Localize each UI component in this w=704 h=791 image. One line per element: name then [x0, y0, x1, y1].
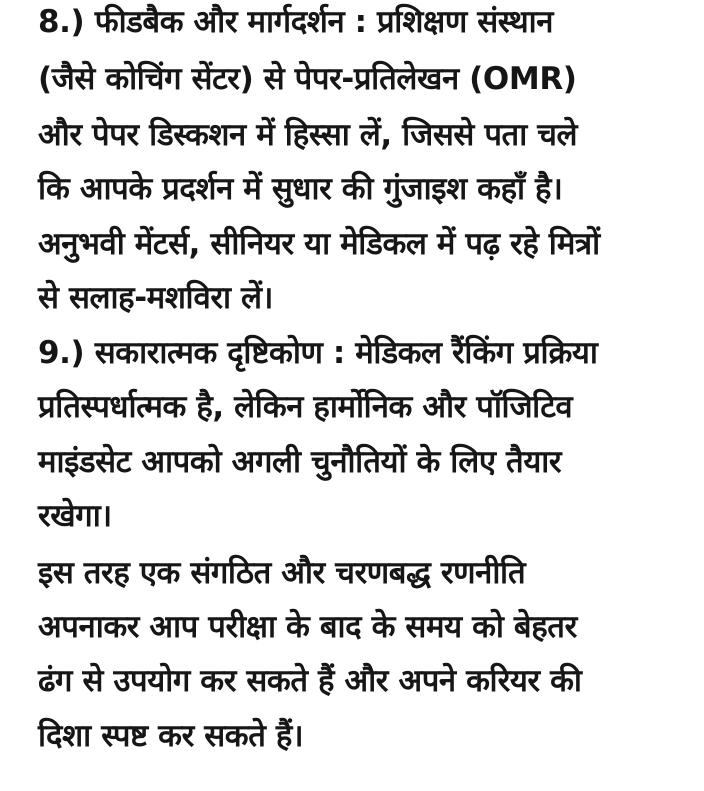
text-line-7: 9.) सकारात्मक दृष्टिकोण : मेडिकल रैंकिंग प्रक्रिया	[38, 335, 598, 371]
text-line-11: इस तरह एक संगठित और चरणबद्ध रणनीति	[38, 555, 526, 591]
text-line-4: कि आपके प्रदर्शन में सुधार की गुंजाइश कहाँ है।	[38, 171, 563, 207]
text-line-6: से सलाह-मशविरा लें।	[38, 280, 274, 316]
text-line-2: (जैसे कोचिंग सेंटर) से पेपर-प्रतिलेखन (OMR)	[38, 61, 577, 97]
text-line-1: 8.) फीडबैक और मार्गदर्शन : प्रशिक्षण संस्थान	[38, 4, 554, 40]
text-line-5: अनुभवी मेंटर्स, सीनियर या मेडिकल में पढ़ रहे मित्रों	[38, 226, 600, 262]
text-line-10: रखेगा।	[38, 498, 112, 534]
text-line-9: माइंडसेट आपको अगली चुनौतियों के लिए तैयार	[38, 444, 562, 480]
text-line-13: ढंग से उपयोग कर सकते हैं और अपने करियर की	[38, 663, 582, 699]
text-line-8: प्रतिस्पर्धात्मक है, लेकिन हार्मोनिक और पॉजिटिव	[38, 389, 573, 425]
text-line-14: दिशा स्पष्ट कर सकते हैं।	[38, 718, 304, 754]
text-line-3: और पेपर डिस्कशन में हिस्सा लें, जिससे पता चले	[38, 117, 578, 153]
text-line-12: अपनाकर आप परीक्षा के बाद के समय को बेहतर	[38, 609, 577, 645]
